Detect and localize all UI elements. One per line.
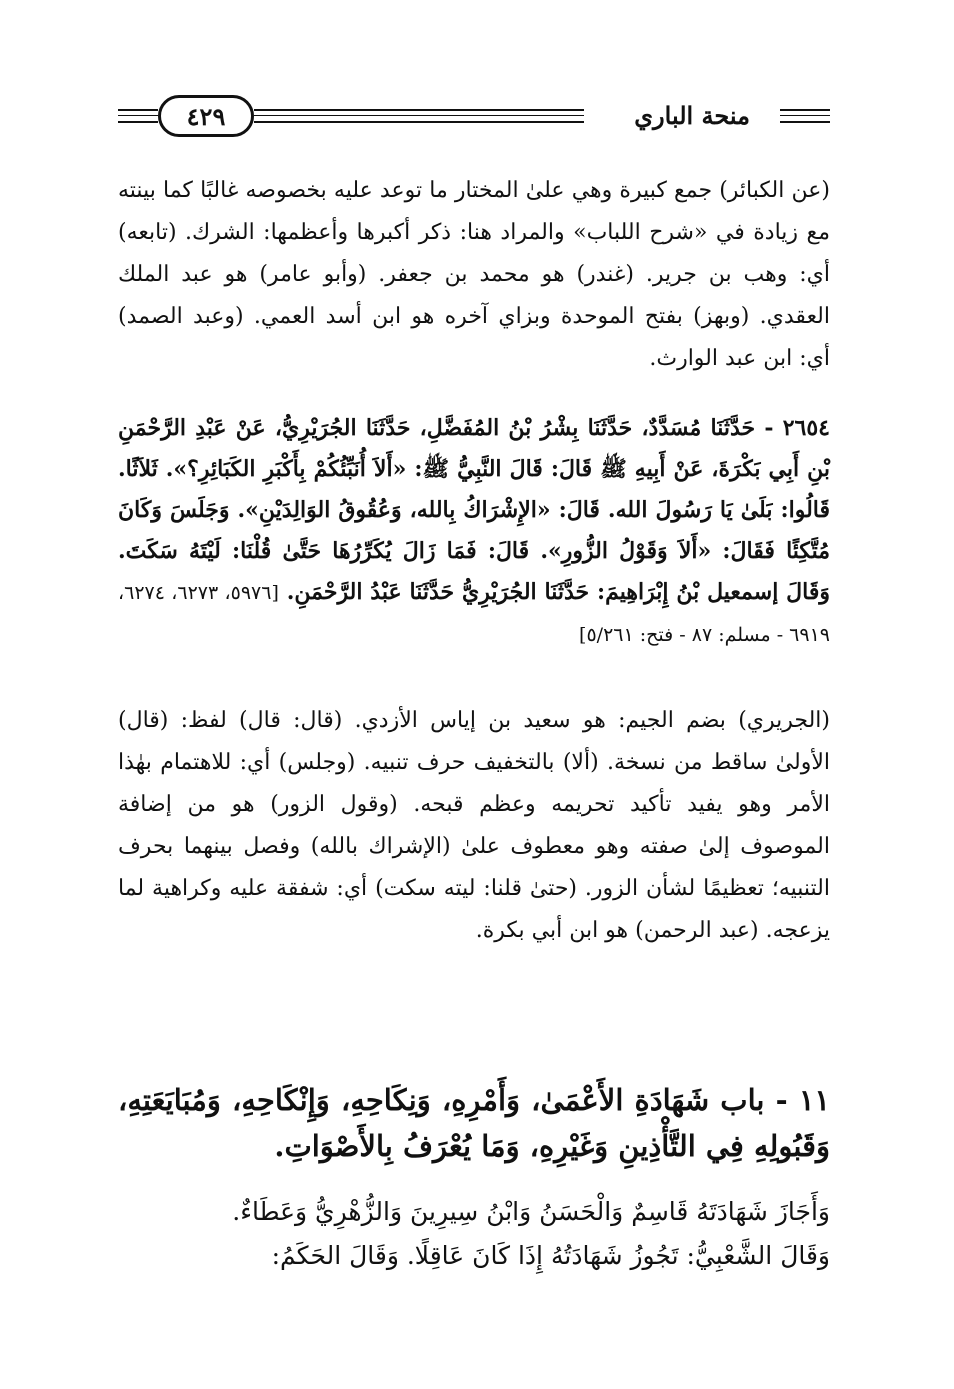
page-header [118,95,830,145]
header-rule-center-mid [254,115,584,116]
page-number: ٤٢٩ [158,95,254,137]
hadith-text: ٢٦٥٤ - حَدَّثَنَا مُسَدَّدٌ، حَدَّثَنَا بِشْرُ بْنُ المُفَضَّلِ، حَدَّثَنَا الجُرَيْرِيُّ، عَنْ عَبْدِ الرَّحْمَنِ بْنِ أَبِي بَكْرَةَ، عَنْ أَبِيهِ ﷺ قَالَ: قَالَ النَّبِيُّ ﷺ: «أَلاَ أُنَبِّئُكُمْ بِأَكْبَرِ الكَبَائِرِ؟». ثَلاَثًا. قَالُوا: بَلَىٰ يَا رَسُولَ الله. قَالَ: «الإِشْرَاكُ بِالله، وَعُقُوقُ الوَالِدَيْنِ». وَجَلَسَ وَكَانَ مُتَّكِئًا فَقَالَ: «أَلاَ وَقَوْلُ الزُّورِ». قَالَ: فَمَا زَالَ يُكَرِّرُهَا حَتَّىٰ قُلْنَا: لَيْتَهُ سَكَتَ. وَقَالَ إسمعيل بْنُ إِبْرَاهِيمَ: حَدَّثَنَا الجُرَيْرِيُّ حَدَّثَنَا عَبْدُ الرَّحْمَنِ. [118,415,831,605]
header-rule-left-bottom [118,121,158,123]
header-rule-center-top [254,109,584,111]
header-rule-right-top [780,109,830,111]
hadith-references: [٥٩٧٦، ٦٢٧٣، ٦٢٧٤، ٦٩١٩ - مسلم: ٨٧ - فتح: ٥/٢٦١] [118,582,830,646]
commentary-paragraph-1: (عن الكبائر) جمع كبيرة وهي علىٰ المختار ما توعد عليه بخصوصه غالبًا كما بينته مع زيادة في «شرح اللباب» والمراد هنا: ذكر أكبرها وأعظمها: الشرك. (تابعه) أي: وهب بن جرير. (غندر) هو محمد بن جعفر. (وأبو عامر) هو عبد الملك العقدي. (وبهز) بفتح الموحدة وبزاي آخره هو ابن أسد العمي. (وعبد الصمد) أي: ابن عبد الوارث. [118,178,830,371]
header-rule-right-bottom [780,121,830,123]
chapter-line-1: وَأَجَازَ شَهَادَتَهُ قَاسِمٌ وَالْحَسَنُ وَابْنُ سِيرِينَ وَالزُّهْرِيُّ وَعَطَاءٌ. [232,1197,830,1226]
header-rule-right-mid [780,115,830,116]
chapter-body [118,1190,830,1278]
commentary-paragraph-2: (الجريري) بضم الجيم: هو سعيد بن إياس الأزدي. (قال: قال) لفظ: (قال) الأولىٰ ساقط من نسخة. (ألا) بالتخفيف حرف تنبيه. (وجلس) أي: للاهتمام بهٰذا الأمر وهو يفيد تأكيد تحريمه وعظم قبحه. (وقول الزور) هو من إضافة الموصوف إلىٰ صفته وهو معطوف علىٰ (الإشراك بالله) وفصل بينهما بحرف التنبيه؛ تعظيمًا لشأن الزور. (حتىٰ قلنا: ليته سكت) أي: شفقة عليه وكراهية لما يزعجه. (عبد الرحمن) هو ابن أبي بكرة. [118,708,830,943]
book-title: منحة الباري [634,101,750,130]
chapter-heading: ١١ - باب شَهَادَةِ الأَعْمَىٰ، وَأَمْرِهِ، وَنِكَاحِهِ، وَإِنْكَاحِهِ، وَمُبَايَعَتِهِ، وَقَبُولِهِ فِي التَّأْذِينِ وَغَيْرِهِ، وَمَا يُعْرَفُ بِالأَصْوَاتِ. [118,1083,830,1163]
chapter-line-2: وَقَالَ الشَّعْبِيُّ: تَجُوزُ شَهَادَتُهُ إِذَا كَانَ عَاقِلًا. وَقَالَ الحَكَمُ: [271,1241,830,1270]
header-rule-left-top [118,109,158,111]
hadith-block [118,408,830,656]
header-rule-left-mid [118,115,158,116]
header-rule-center-bottom [254,121,584,123]
